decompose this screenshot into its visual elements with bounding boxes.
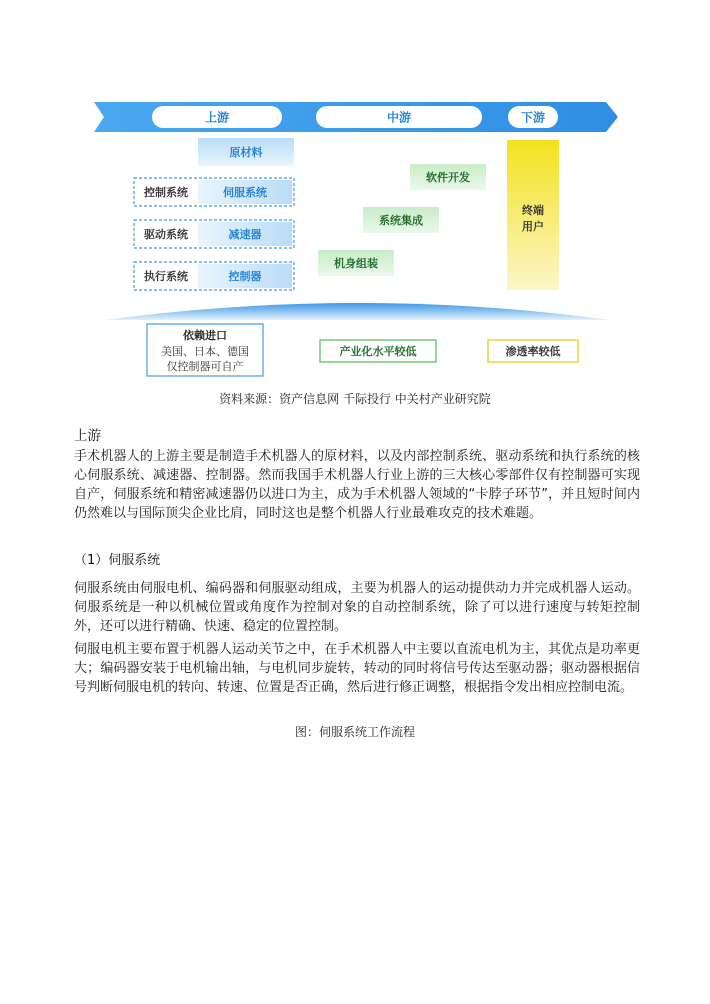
upstream-note-line1: 美国、日本、德国 (161, 345, 249, 358)
base-arc (104, 303, 610, 320)
upstream-row-drive (134, 220, 294, 248)
component-label: 伺服系统 (223, 186, 267, 199)
subheading-servo: （1）伺服系统 (74, 553, 161, 568)
midstream-assembly-label: 机身组装 (334, 257, 378, 270)
upstream-row-execution (134, 262, 294, 290)
paragraph-servo-system: 伺服系统由伺服电机、编码器和伺服驱动组成，主要为机器人的运动提供动力并完成机器人运动。伺服系统是一种以机械位置或角度作为控制对象的自动控制系统，除了可以进行速度与转矩控制外，还可以进行精确、快速、稳定的位置控制。 (74, 581, 640, 634)
figure-caption: 图：伺服系统工作流程 (294, 725, 415, 739)
downstream-line1: 终端 (522, 204, 544, 217)
source-caption: 资料来源：资产信息网 千际投行 中关村产业研究院 (219, 392, 491, 406)
component-label: 控制器 (228, 270, 262, 283)
system-label: 执行系统 (144, 270, 188, 283)
upstream-row-control (134, 178, 294, 206)
raw-material-label: 原材料 (229, 146, 263, 159)
paragraph-upstream: 手术机器人的上游主要是制造手术机器人的原材料，以及内部控制系统、驱动系统和执行系统的核心伺服系统、减速器、控制器。然而我国手术机器人行业上游的三大核心零部件仅有控制器可实现自产，伺服系统和精密减速器仍以进口为主，成为手术机器人领域的“卡脖子环节”，并且短时间内仍然难以与国际顶尖企业比肩，同时这也是整个机器人行业最难攻克的技术难题。 (74, 449, 640, 521)
downstream-note-text: 渗透率较低 (505, 345, 561, 358)
upstream-note-line2: 仅控制器可自产 (166, 360, 244, 373)
section-heading: 上游 (74, 428, 101, 444)
midstream-note-text: 产业化水平较低 (339, 345, 417, 358)
upstream-note-title: 依赖进口 (183, 329, 227, 342)
stage-label-upstream: 上游 (204, 110, 230, 125)
midstream-integration-label: 系统集成 (379, 214, 423, 227)
component-label: 减速器 (228, 228, 262, 241)
paragraph-servo-motor: 伺服电机主要布置于机器人运动关节之中，在手术机器人中主要以直流电机为主，其优点是功率更大；编码器安装于电机输出轴，与电机同步旋转，转动的同时将信号传达至驱动器；驱动器根据信号判断伺服电机的转向、转速、位置是否正确，然后进行修正调整，根据指令发出相应控制电流。 (74, 642, 640, 695)
system-label: 控制系统 (144, 186, 188, 199)
stage-label-downstream: 下游 (520, 110, 546, 125)
industry-chain-diagram (90, 96, 620, 386)
downstream-line2: 用户 (522, 220, 544, 233)
stage-label-midstream: 中游 (386, 110, 412, 125)
system-label: 驱动系统 (144, 228, 188, 241)
midstream-software-label: 软件开发 (426, 171, 470, 184)
